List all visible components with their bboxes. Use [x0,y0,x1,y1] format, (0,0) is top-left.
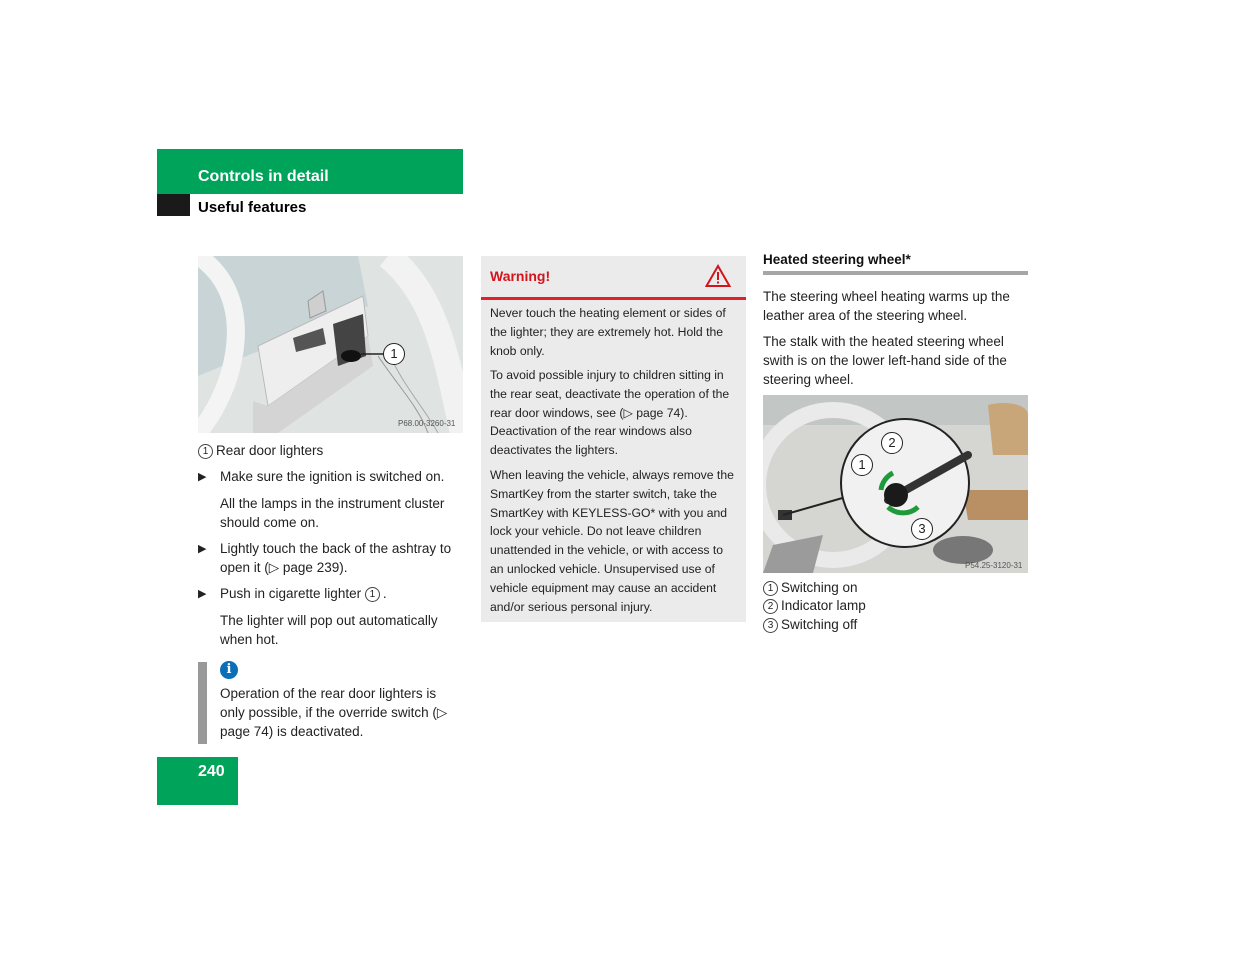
legend-label: Rear door lighters [216,443,324,458]
figure-code: P54.25-3120-31 [965,561,1023,570]
info-note-text: Operation of the rear door lighters is only possible, if the override switch (▷ page 74) is deactivated. [220,686,448,739]
figure-code: P68.00-3260-31 [398,419,456,428]
callout-2: 2 [881,432,903,454]
callout-1: 1 [383,343,405,365]
bullet-arrow-icon: ▶ [198,543,207,555]
step-result: The lighter will pop out automatically when hot. [220,613,438,647]
step-result: All the lamps in the instrument cluster should come on. [220,496,445,530]
warning-title: Warning! [490,268,551,284]
heading-rule [763,271,1028,275]
warning-triangle-icon [705,264,731,288]
instruction-step [198,584,464,603]
legend-label: Switching off [781,617,858,632]
legend-item [763,596,866,615]
instruction-step [198,539,464,577]
warning-paragraph: To avoid possible injury to children sitting in the rear seat, deactivate the operation of the rear door windows, see (▷ page 74). Deactivation of the rear windows also deactivates the lighters. [490,368,730,458]
subsection-title: Useful features [198,199,307,216]
rear-door-lighter-illustration [198,256,463,433]
step-text-after: . [382,586,387,601]
steering-wheel-illustration [763,395,1028,573]
callout-1: 1 [851,454,873,476]
warning-paragraph: When leaving the vehicle, always remove the SmartKey from the starter switch, take the SmartKey with KEYLESS-GO* with you and lock your vehicle. Do not leave children unattended in the vehicle, or with access to an unlocked vehicle. Unsupervised use of vehicle equipment may cause an accident and/or serious personal injury. [490,468,734,614]
legend-number: 1 [763,581,778,596]
body-paragraph: The stalk with the heated steering wheel swith is on the lower left-hand side of the steering wheel. [763,334,1007,387]
legend-item [763,615,857,634]
legend-item [198,441,323,460]
steering-wheel-figure [763,395,1028,573]
section-title: Controls in detail [198,168,329,185]
legend-number: 3 [763,618,778,633]
bullet-arrow-icon: ▶ [198,471,207,483]
step-text: Lightly touch the back of the ashtray to open it (▷ page 239). [220,541,452,575]
info-note-bar [198,662,207,744]
rear-door-lighter-figure [198,256,463,433]
subsection-marker [157,194,190,216]
inline-number: 1 [365,587,380,602]
callout-3: 3 [911,518,933,540]
section-heading: Heated steering wheel* [763,252,911,267]
legend-number: 2 [763,599,778,614]
step-text-before: Push in cigarette lighter [220,586,365,601]
legend-label: Switching on [781,580,858,595]
page-number: 240 [198,763,225,780]
step-text: Make sure the ignition is switched on. [220,469,445,484]
info-icon: i [220,661,238,679]
warning-divider [481,297,746,300]
legend-item [763,578,858,597]
warning-paragraph: Never touch the heating element or sides of the lighter; they are extremely hot. Hold the knob only. [490,306,726,358]
body-paragraph: The steering wheel heating warms up the leather area of the steering wheel. [763,289,1010,323]
bullet-arrow-icon: ▶ [198,588,207,600]
legend-label: Indicator lamp [781,598,866,613]
legend-number: 1 [198,444,213,459]
instruction-step [198,467,464,486]
